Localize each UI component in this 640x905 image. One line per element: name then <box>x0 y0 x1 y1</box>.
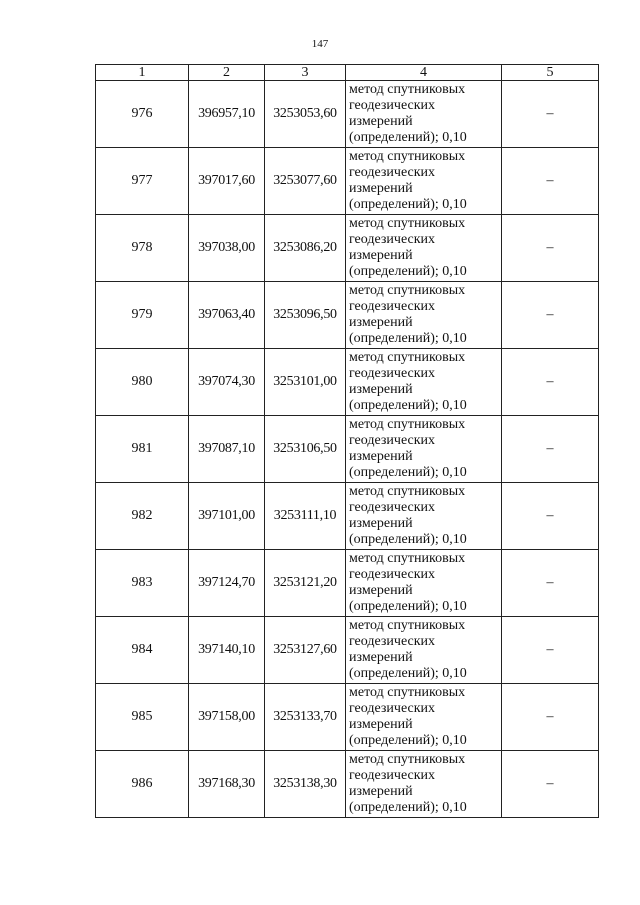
method-description: метод спутниковых геодезических измерений (определений); 0,10 <box>346 684 502 751</box>
coordinate-y: 3253106,50 <box>265 416 346 483</box>
table-row <box>96 617 599 684</box>
coordinate-x: 397158,00 <box>189 684 265 751</box>
column-header-3: 3 <box>265 65 346 81</box>
method-description: метод спутниковых геодезических измерений (определений); 0,10 <box>346 550 502 617</box>
column-5-value: – <box>502 349 599 416</box>
table-row <box>96 215 599 282</box>
coordinate-y: 3253096,50 <box>265 282 346 349</box>
method-description: метод спутниковых геодезических измерений (определений); 0,10 <box>346 416 502 483</box>
method-description: метод спутниковых геодезических измерений (определений); 0,10 <box>346 617 502 684</box>
coordinate-x: 396957,10 <box>189 81 265 148</box>
coordinate-y: 3253053,60 <box>265 81 346 148</box>
table-row <box>96 416 599 483</box>
method-description: метод спутниковых геодезических измерений (определений); 0,10 <box>346 282 502 349</box>
coordinate-x: 397087,10 <box>189 416 265 483</box>
column-header-4: 4 <box>346 65 502 81</box>
coordinate-y: 3253077,60 <box>265 148 346 215</box>
coordinate-y: 3253101,00 <box>265 349 346 416</box>
coordinates-table <box>95 64 599 818</box>
coordinate-y: 3253111,10 <box>265 483 346 550</box>
method-description: метод спутниковых геодезических измерений (определений); 0,10 <box>346 483 502 550</box>
column-5-value: – <box>502 81 599 148</box>
coordinate-y: 3253121,20 <box>265 550 346 617</box>
coordinate-y: 3253133,70 <box>265 684 346 751</box>
point-number: 984 <box>96 617 189 684</box>
method-description: метод спутниковых геодезических измерений (определений); 0,10 <box>346 148 502 215</box>
column-5-value: – <box>502 617 599 684</box>
column-5-value: – <box>502 751 599 818</box>
point-number: 980 <box>96 349 189 416</box>
table-row <box>96 148 599 215</box>
coordinate-y: 3253127,60 <box>265 617 346 684</box>
header-row <box>96 65 599 81</box>
coordinate-x: 397101,00 <box>189 483 265 550</box>
table-row <box>96 349 599 416</box>
coordinate-x: 397074,30 <box>189 349 265 416</box>
column-5-value: – <box>502 684 599 751</box>
column-5-value: – <box>502 416 599 483</box>
table-row <box>96 550 599 617</box>
point-number: 985 <box>96 684 189 751</box>
column-header-2: 2 <box>189 65 265 81</box>
point-number: 982 <box>96 483 189 550</box>
method-description: метод спутниковых геодезических измерений (определений); 0,10 <box>346 215 502 282</box>
coordinate-x: 397124,70 <box>189 550 265 617</box>
coordinate-x: 397063,40 <box>189 282 265 349</box>
method-description: метод спутниковых геодезических измерений (определений); 0,10 <box>346 81 502 148</box>
method-description: метод спутниковых геодезических измерений (определений); 0,10 <box>346 751 502 818</box>
coordinate-y: 3253086,20 <box>265 215 346 282</box>
table-row <box>96 282 599 349</box>
column-5-value: – <box>502 550 599 617</box>
coordinate-x: 397168,30 <box>189 751 265 818</box>
method-description: метод спутниковых геодезических измерений (определений); 0,10 <box>346 349 502 416</box>
point-number: 979 <box>96 282 189 349</box>
point-number: 977 <box>96 148 189 215</box>
point-number: 976 <box>96 81 189 148</box>
column-5-value: – <box>502 282 599 349</box>
table-row <box>96 483 599 550</box>
column-header-5: 5 <box>502 65 599 81</box>
coordinate-x: 397140,10 <box>189 617 265 684</box>
point-number: 978 <box>96 215 189 282</box>
coordinate-y: 3253138,30 <box>265 751 346 818</box>
coordinate-x: 397017,60 <box>189 148 265 215</box>
point-number: 983 <box>96 550 189 617</box>
table-row <box>96 751 599 818</box>
coordinate-x: 397038,00 <box>189 215 265 282</box>
column-5-value: – <box>502 483 599 550</box>
point-number: 986 <box>96 751 189 818</box>
page-number: 147 <box>311 38 329 50</box>
table-row <box>96 81 599 148</box>
column-5-value: – <box>502 148 599 215</box>
column-5-value: – <box>502 215 599 282</box>
column-header-1: 1 <box>96 65 189 81</box>
table-row <box>96 684 599 751</box>
point-number: 981 <box>96 416 189 483</box>
